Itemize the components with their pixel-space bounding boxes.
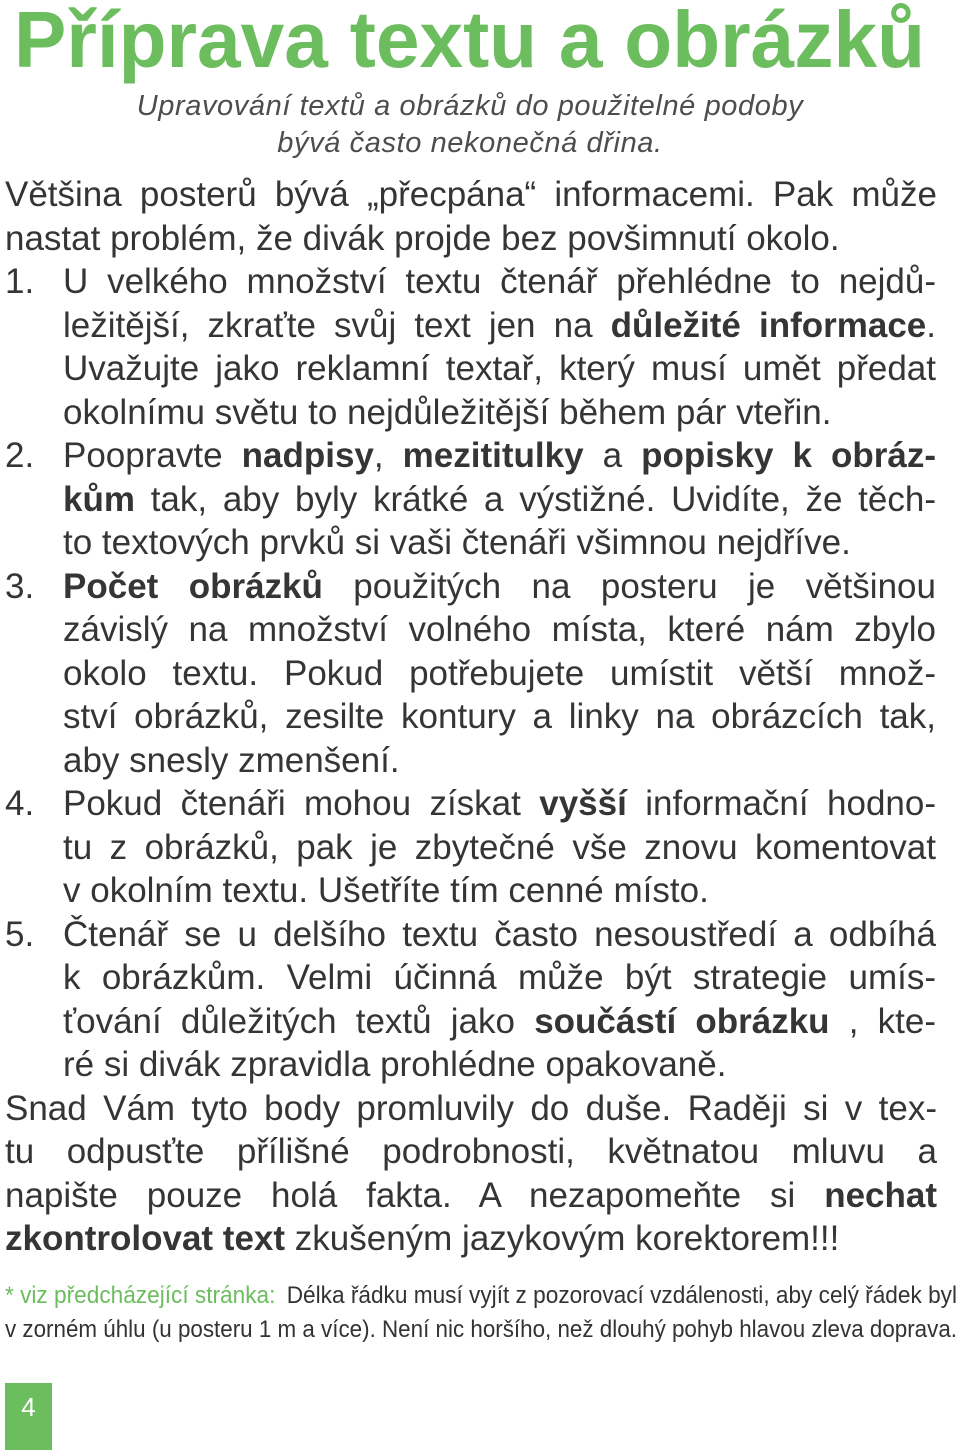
subtitle bbox=[0, 88, 940, 162]
list-number: 3. bbox=[5, 566, 35, 606]
text-line-content bbox=[63, 1000, 936, 1044]
text-line-content bbox=[63, 695, 936, 739]
text-line-content bbox=[63, 782, 936, 826]
list-item-text bbox=[63, 260, 936, 434]
list-item bbox=[0, 260, 960, 434]
text-line-content bbox=[63, 956, 936, 1000]
text-line-content bbox=[5, 1279, 957, 1313]
text-line-content bbox=[5, 1313, 957, 1347]
text-run: k obrázkům. Velmi účinná může být strategie umís- bbox=[63, 958, 936, 997]
list-number: 1. bbox=[5, 262, 35, 301]
text-line-content bbox=[63, 391, 831, 435]
text-line bbox=[63, 391, 936, 435]
text-line-content bbox=[5, 1174, 937, 1218]
text-line bbox=[63, 695, 936, 739]
list-item bbox=[0, 782, 960, 913]
bold-text: nadpisy bbox=[241, 436, 374, 475]
text-run: okolnímu světu to nejdůležitější během pár vteřin. bbox=[63, 392, 832, 432]
text-line bbox=[63, 869, 936, 913]
text-run: Délka řádku musí vyjít z pozorovací vzdálenosti, aby celý řádek byl bbox=[286, 1282, 958, 1309]
bold-text: důležité informace bbox=[610, 305, 927, 345]
text-line-content bbox=[63, 434, 936, 478]
text-line-content bbox=[63, 913, 936, 957]
text-line bbox=[5, 1217, 937, 1261]
text-line bbox=[63, 608, 936, 652]
intro-paragraph bbox=[5, 173, 937, 260]
list-item bbox=[0, 434, 960, 565]
text-run: ré si divák zpravidla prohlédne opakovaně. bbox=[63, 1045, 727, 1084]
text-line bbox=[63, 826, 936, 870]
text-line-content bbox=[63, 869, 709, 913]
text-run: napište pouze holá fakta. A nezapomeňte si bbox=[5, 1175, 825, 1215]
text-line-content bbox=[63, 478, 936, 522]
list-number: 4. bbox=[5, 784, 35, 823]
text-run: tu odpusťte přílišné podrobnosti, květnatou mluvu a bbox=[5, 1132, 937, 1171]
text-run: Většina posterů bývá „přecpána“ informacemi. Pak může bbox=[5, 175, 937, 214]
bold-text: popisky k obráz- bbox=[641, 436, 936, 475]
bold-text: vyšší bbox=[539, 784, 627, 823]
text-run: okolo textu. Pokud potřebujete umístit větší množ- bbox=[63, 653, 936, 693]
tips-list bbox=[0, 260, 960, 1087]
list-item bbox=[0, 565, 960, 783]
text-run: . bbox=[926, 305, 936, 345]
text-line-content bbox=[63, 521, 851, 565]
article-body bbox=[0, 173, 960, 1261]
text-line bbox=[63, 521, 936, 565]
text-line-content bbox=[63, 304, 936, 348]
text-run: aby snesly zmenšení. bbox=[63, 740, 400, 780]
text-run: , kte- bbox=[829, 1001, 936, 1041]
closing-paragraph bbox=[5, 1087, 937, 1261]
text-line-content bbox=[5, 217, 840, 261]
bold-text: mezititulky bbox=[402, 436, 584, 475]
list-number: 2. bbox=[5, 436, 35, 475]
text-line bbox=[5, 173, 937, 217]
text-line-content bbox=[5, 1087, 937, 1131]
text-run: , bbox=[373, 436, 403, 475]
text-line bbox=[63, 347, 936, 391]
text-line-content bbox=[63, 826, 936, 870]
footnote bbox=[5, 1279, 957, 1347]
text-line-content bbox=[63, 347, 936, 391]
text-run: v okolním textu. Ušetříte tím cenné místo. bbox=[63, 871, 709, 910]
text-line bbox=[63, 956, 936, 1000]
subtitle-line: Upravování textů a obrázků do použitelné podoby bbox=[136, 90, 804, 122]
text-line bbox=[63, 739, 936, 783]
text-line bbox=[5, 1087, 937, 1131]
text-line bbox=[5, 1130, 937, 1174]
text-line-content bbox=[5, 1130, 937, 1174]
bold-text: kům bbox=[63, 479, 135, 519]
text-run: ství obrázků, zesilte kontury a linky na obrázcích tak, bbox=[63, 697, 936, 736]
text-run: Poopravte bbox=[63, 436, 242, 475]
text-line bbox=[63, 782, 936, 826]
subtitle-line: bývá často nekonečná dřina. bbox=[277, 127, 663, 159]
text-run: Uvažujte jako reklamní textař, který musí umět předat bbox=[63, 349, 936, 388]
text-line-content bbox=[63, 739, 400, 783]
text-line bbox=[63, 652, 936, 696]
text-run: zkušeným jazykovým korektorem!!! bbox=[285, 1219, 840, 1258]
list-item bbox=[0, 913, 960, 1087]
text-run: a bbox=[583, 436, 642, 475]
text-line-content bbox=[63, 608, 936, 652]
text-run: použitých na posteru je většinou bbox=[322, 566, 936, 606]
text-line-content bbox=[63, 1043, 726, 1087]
text-line-content bbox=[5, 1217, 839, 1261]
text-line-content bbox=[63, 652, 936, 696]
text-line-content bbox=[5, 173, 937, 217]
list-item-text bbox=[63, 782, 936, 913]
text-run: Pokud čtenáři mohou získat bbox=[63, 784, 540, 823]
list-item-text bbox=[63, 913, 936, 1087]
page-number: 4 bbox=[5, 1383, 52, 1450]
bold-text: Počet obrázků bbox=[63, 566, 323, 606]
text-run: informační hodno- bbox=[626, 784, 936, 823]
text-line bbox=[63, 565, 936, 609]
text-line bbox=[5, 1174, 937, 1218]
bold-text: zkontrolovat text bbox=[5, 1219, 286, 1258]
bold-text: nechat bbox=[824, 1175, 937, 1215]
text-run: Čtenář se u delšího textu často nesoustředí a odbíhá bbox=[63, 914, 936, 954]
text-line bbox=[63, 434, 936, 478]
text-run: tu z obrázků, pak je zbytečné vše znovu komentovat bbox=[63, 827, 936, 867]
text-run: v zorném úhlu (u posteru 1 m a více). Není nic horšího, než dlouhý pohyb hlavou zleva doprava. bbox=[5, 1316, 957, 1343]
list-number: 5. bbox=[5, 914, 35, 954]
text-line bbox=[5, 217, 937, 261]
footnote-reference: * viz předcházející stránka: bbox=[5, 1282, 276, 1309]
text-run: ťování důležitých textů jako bbox=[63, 1001, 535, 1041]
text-run: U velkého množství textu čtenář přehlédne to nejdů- bbox=[63, 262, 936, 301]
text-run: nastat problém, že divák projde bez povšimnutí okolo. bbox=[5, 218, 840, 258]
text-line bbox=[63, 913, 936, 957]
text-run: tak, aby byly krátké a výstižné. Uvidíte, že těch- bbox=[134, 479, 936, 519]
text-line bbox=[63, 304, 936, 348]
text-line bbox=[5, 1313, 957, 1347]
list-item-text bbox=[63, 565, 936, 783]
text-line-content bbox=[63, 565, 936, 609]
text-line bbox=[63, 260, 936, 304]
text-run: to textových prvků si vaši čtenáři všimnou nejdříve. bbox=[63, 523, 851, 562]
text-run: ležitější, zkraťte svůj text jen na bbox=[63, 305, 611, 345]
text-run: Snad Vám tyto body promluvily do duše. Raději si v tex- bbox=[5, 1088, 937, 1128]
bold-text: součástí obrázku bbox=[534, 1001, 830, 1041]
text-run: závislý na množství volného místa, které nám zbylo bbox=[63, 610, 936, 649]
text-line bbox=[63, 478, 936, 522]
page-title-text: Příprava textu a obrázků bbox=[14, 0, 925, 84]
list-item-text bbox=[63, 434, 936, 565]
text-line bbox=[63, 1043, 936, 1087]
text-line-content bbox=[63, 260, 936, 304]
text-line bbox=[63, 1000, 936, 1044]
text-line bbox=[5, 1279, 957, 1313]
page-title bbox=[14, 0, 925, 84]
